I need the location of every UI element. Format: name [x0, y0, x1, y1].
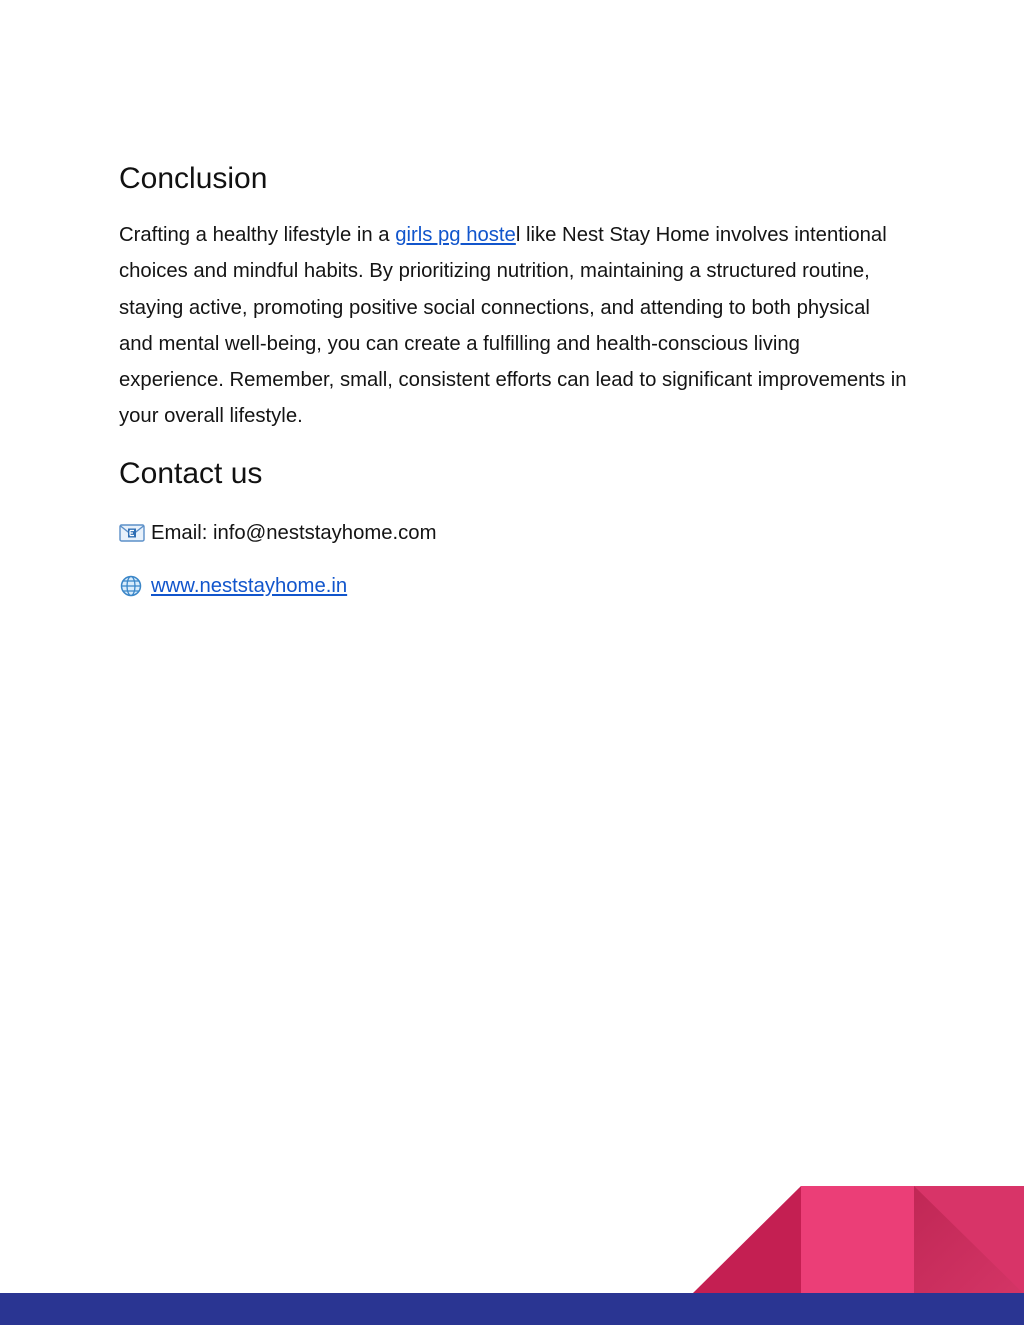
website-link[interactable]: www.neststayhome.in: [151, 574, 348, 597]
footer-bar: [0, 1293, 1024, 1325]
paragraph-text-start: Crafting a healthy lifestyle in a: [119, 224, 396, 246]
paragraph-text-end: l like Nest Stay Home involves intentional choices and mindful habits. By prioritizing nutrition, maintaining a structured routine, staying active, promoting positive social connections, and attending to both physical and mental well-being, you can create a fulfilling and health-conscious living experience. Remember, small, consistent efforts can lead to significant improvements in your overall lifestyle.: [119, 224, 907, 428]
contact-heading: Contact us: [119, 456, 263, 490]
pink-block: [801, 1186, 914, 1294]
girls-pg-hostel-link[interactable]: girls pg hoste: [395, 224, 516, 246]
crimson-triangle: [692, 1186, 801, 1294]
email-text: Email: info@neststayhome.com: [151, 521, 437, 544]
conclusion-heading: Conclusion: [119, 162, 268, 195]
